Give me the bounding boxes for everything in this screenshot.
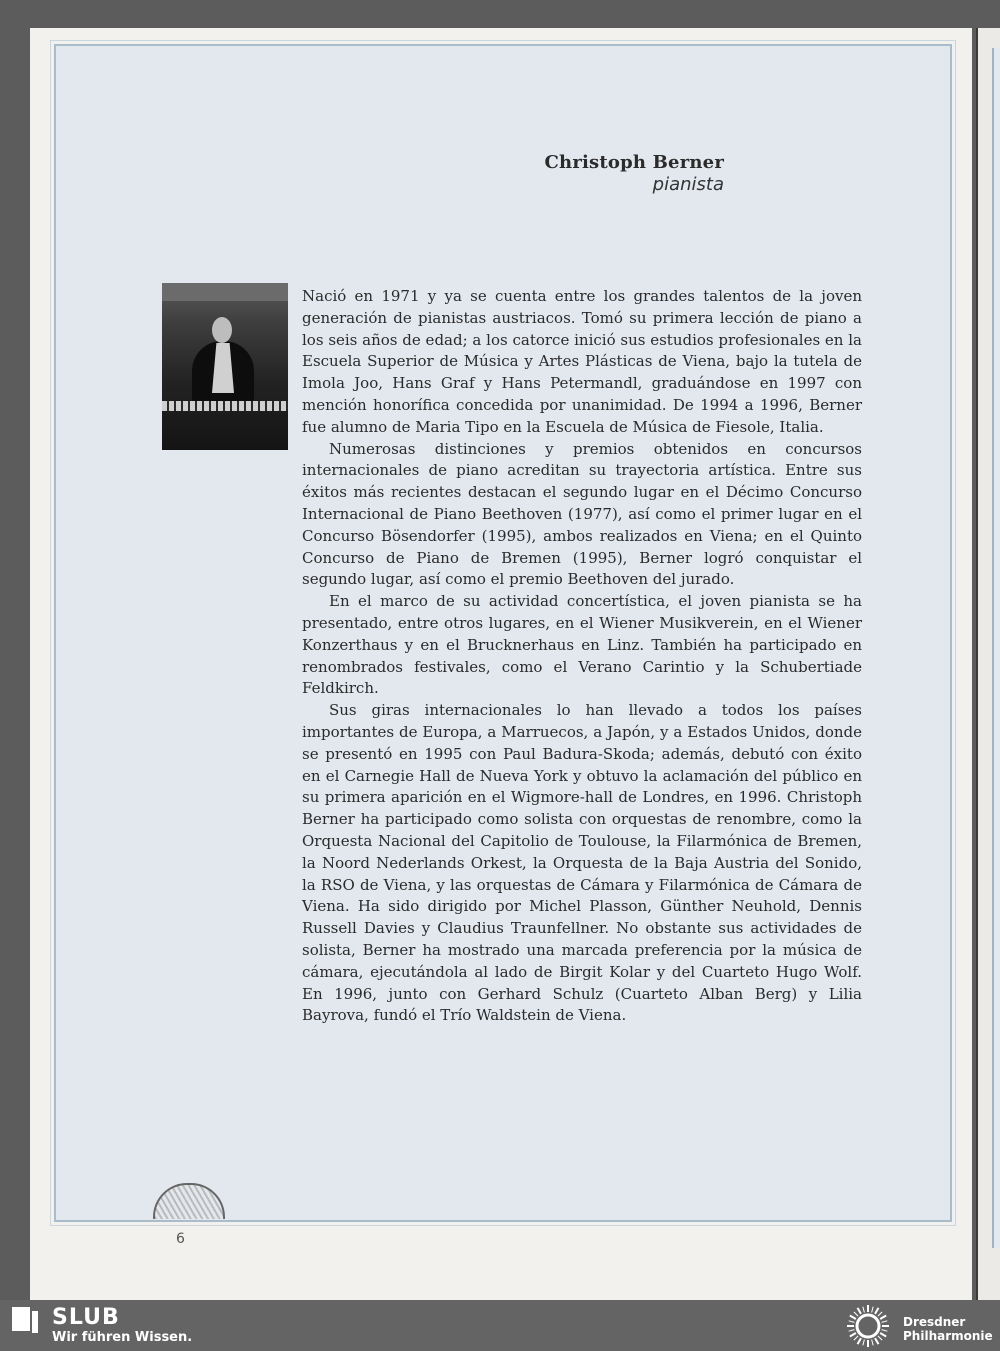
footer-bar <box>0 1300 1000 1351</box>
page-number: 6 <box>176 1231 185 1247</box>
pianist-portrait-photo <box>162 283 288 450</box>
partner-line-2: Philharmonie <box>903 1329 993 1343</box>
partner-name[interactable] <box>903 1315 993 1343</box>
piano-lid <box>162 283 288 301</box>
footer-brand[interactable]: SLUB <box>52 1305 120 1330</box>
artist-role: pianista <box>652 174 724 195</box>
paragraph: Nació en 1971 y ya se cuenta entre los grandes talentos de la joven generación de pianistas austriacos. Tomó su primera lección de piano a los seis años de edad; a los catorce inició sus estudios profesionales en la Escuela Superior de Música y Artes Plásticas de Viena, bajo la tutela de Imola Joo, Hans Graf y Hans Petermandl, graduándose en 1997 con mención honorífica concedida por unanimidad. De 1994 a 1996, Berner fue alumno de Maria Tipo en la Escuela de Música de Fiesole, Italia. <box>302 287 862 436</box>
piano-keys <box>162 401 288 411</box>
sunburst-logo-icon[interactable] <box>846 1304 890 1348</box>
paragraph: En el marco de su actividad concertística, el joven pianista se ha presentado, entre otros lugares, en el Wiener Musikverein, en el Wiener Konzerthaus y en el Brucknerhaus en Linz. También ha participado en renombrados festivales, como el Verano Carintio y la Schubertiade Feldkirch. <box>302 592 862 698</box>
partner-line-1: Dresdner <box>903 1315 966 1329</box>
paragraph: Sus giras internacionales lo han llevado a todos los países importantes de Europa, a Marruecos, a Japón, y a Estados Unidos, donde se presentó en 1995 con Paul Badura-Skoda; además, debutó con éxito en el Carnegie Hall de Nueva York y obtuvo la aclamación del público en su primera aparición en el Wigmore-hall de Londres, en 1996. Christoph Berner ha participado como solista con orquestas de renombre, como la Orquesta Nacional del Capitolio de Toulouse, la Filarmónica de Bremen, la Noord Nederlands Orkest, la Orquesta de la Baja Austria del Sonido, la RSO de Viena, y las orquestas de Cámara y Filarmónica de Cámara de Viena. Ha sido dirigido por Michel Plasson, Günther Neuhold, Dennis Russell Davies y Claudius Traunfellner. No obstante sus actividades de solista, Berner ha mostrado una marcada preferencia por la música de cámara, ejecutándola al lado de Birgit Kolar y del Cuarteto Hugo Wolf. En 1996, junto con Gerhard Schulz (Cuarteto Alban Berg) y Lilia Bayrova, fundó el Trío Waldstein de Viena. <box>302 701 862 1025</box>
paragraph: Numerosas distinciones y premios obtenidos en concursos internacionales de piano acreditan su trayectoria artística. Entre sus éxitos más recientes destacan el segundo lugar en el Décimo Concurso Internacional de Piano Beethoven (1977), así como el primer lugar en el Concurso Bösendorfer (1995), ambos realizados en Viena; en el Quinto Concurso de Piano de Bremen (1995), Berner logró conquistar el segundo lugar, así como el premio Beethoven del jurado. <box>302 439 862 589</box>
title-block <box>400 152 724 195</box>
footer-tagline: Wir führen Wissen. <box>52 1330 193 1345</box>
facing-page-frame <box>992 48 1000 1248</box>
facing-page-edge <box>976 28 1000 1300</box>
biography-text <box>302 286 862 1027</box>
artist-name: Christoph Berner <box>544 152 724 173</box>
face-shape <box>212 317 232 343</box>
slub-logo-icon[interactable] <box>12 1307 38 1337</box>
